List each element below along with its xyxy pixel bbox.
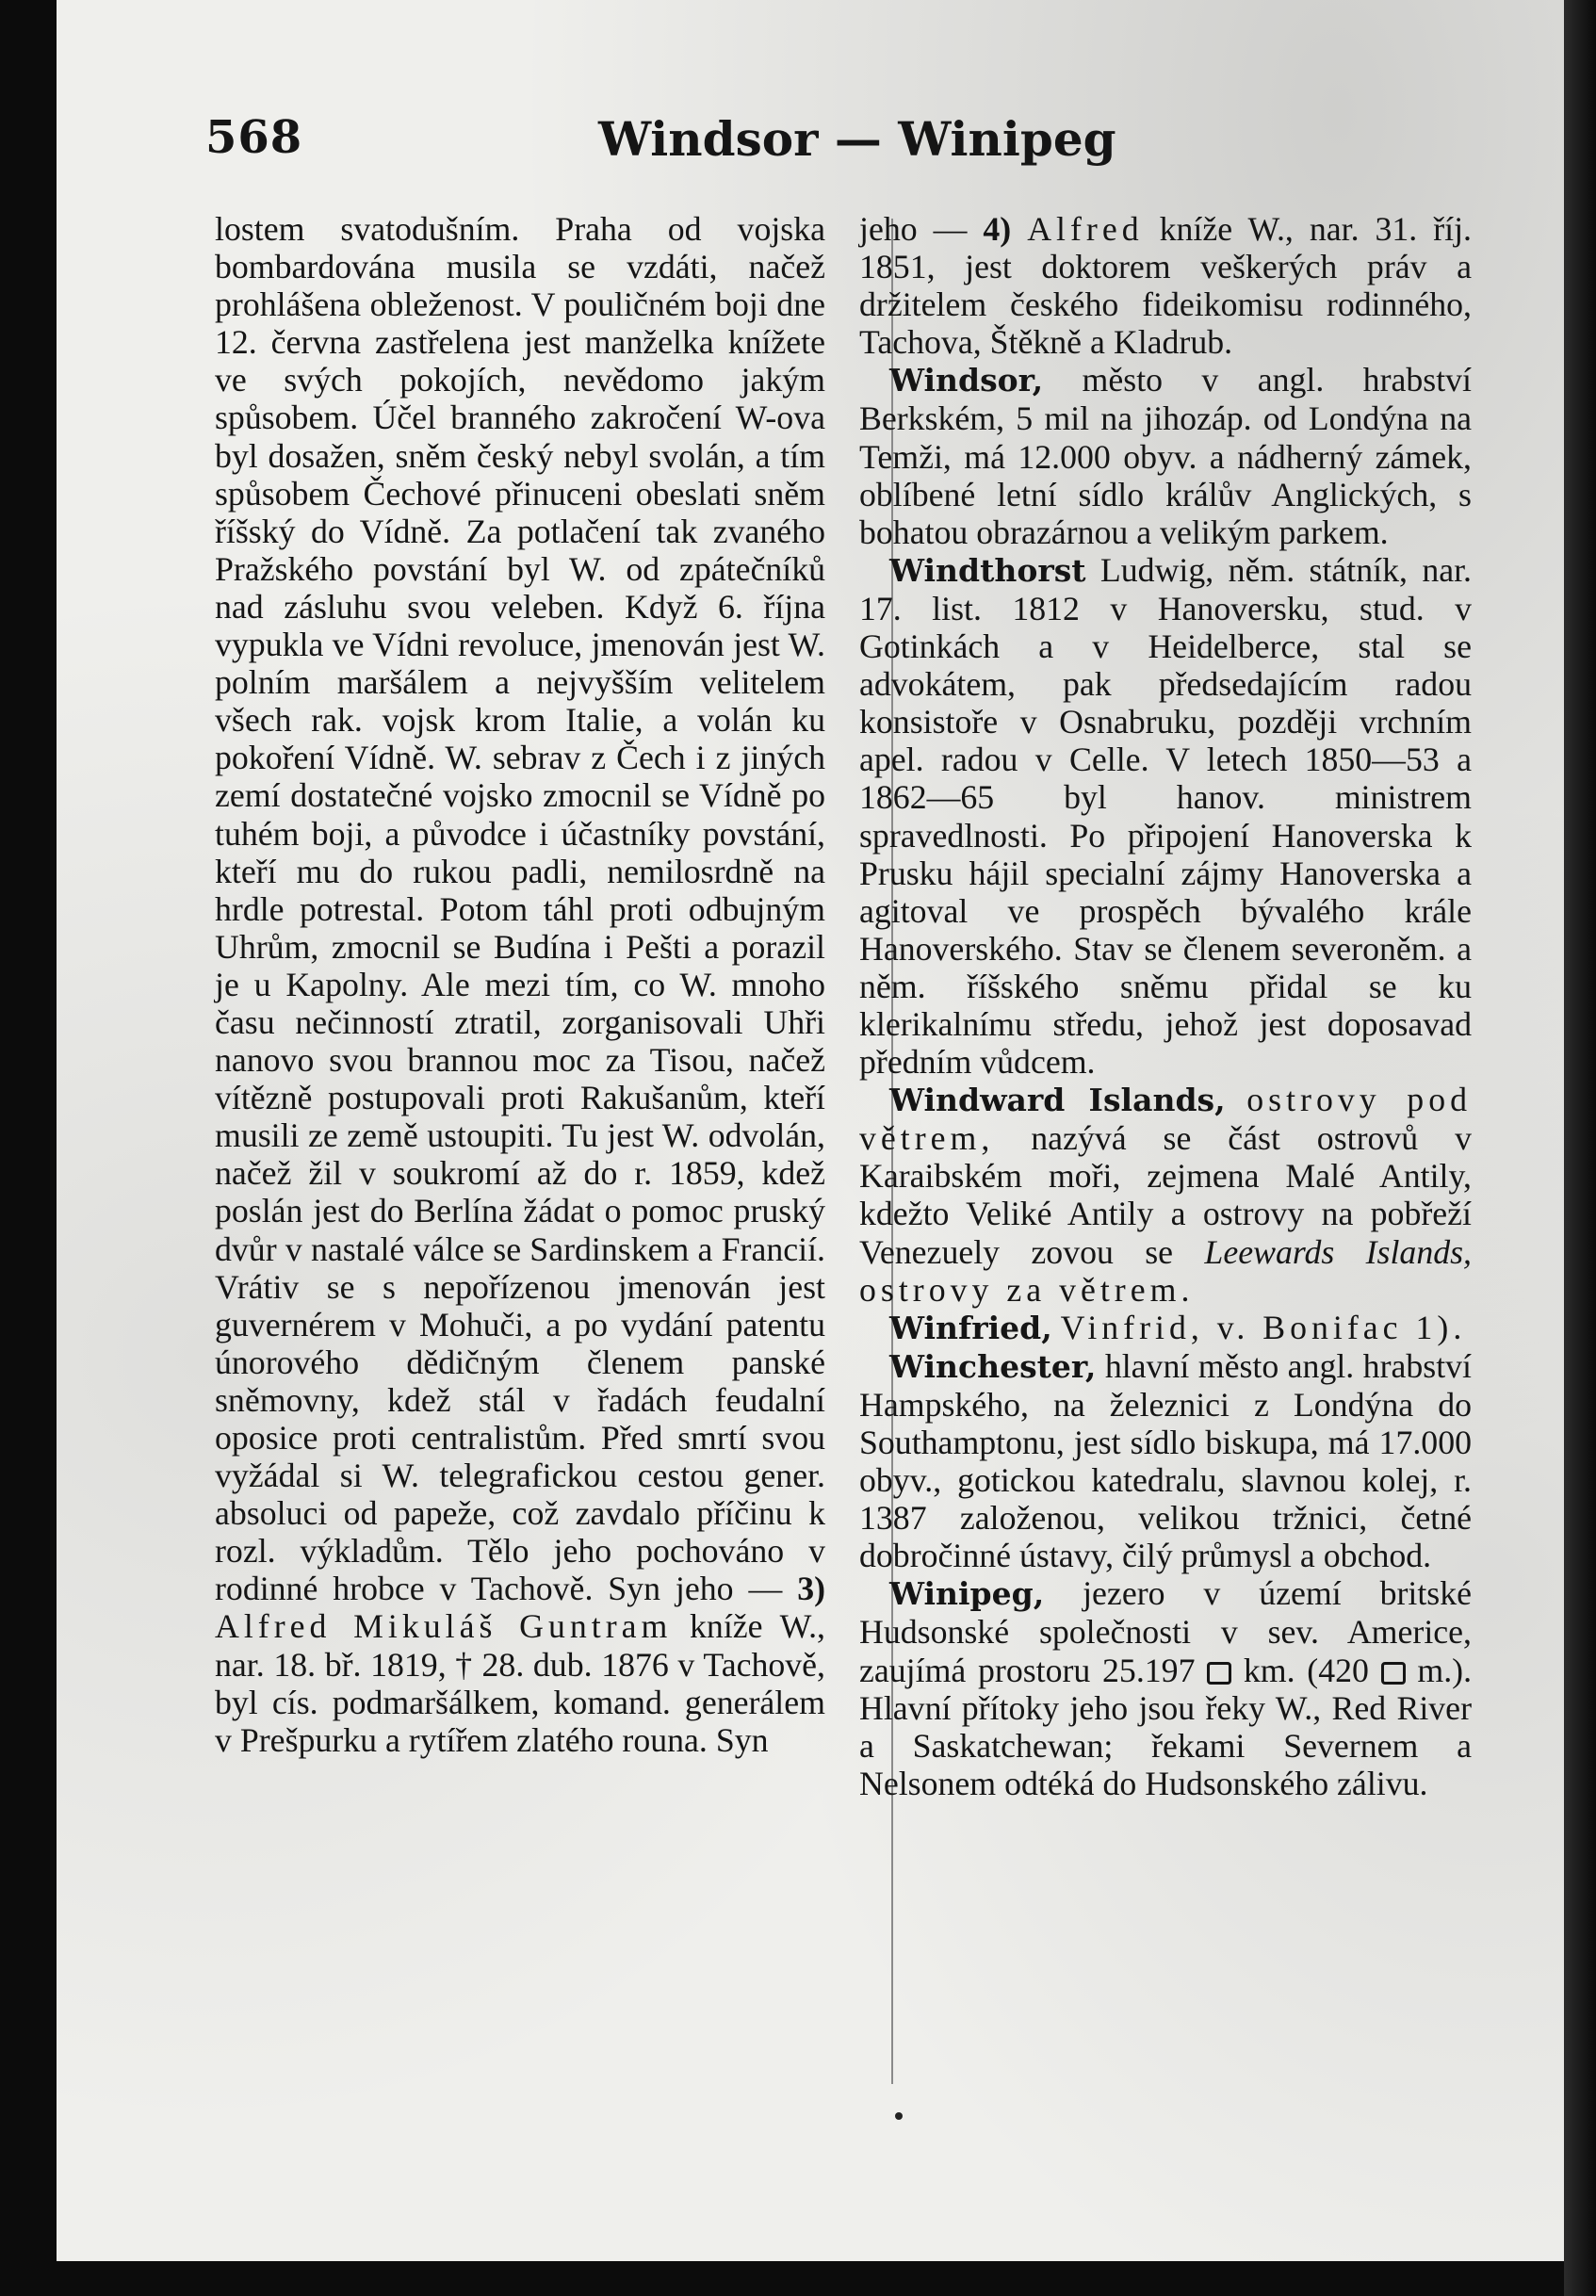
entry-spaced-tail: ostrovy za větrem. [859, 1270, 1195, 1309]
page-number: 568 [205, 111, 303, 164]
entry-windward-islands [859, 1081, 1472, 1309]
entry-text: Ludwig, něm. státník, nar. 17. list. 1812 v Hanoversku, stud. v Gotinkách a v Heidelberce, stal se advokátem, pak předsedajícím radou konsistoře v Osnabruku, později vrchním apel. radou v Celle. V letech 1850—53 a 1862—65 byl hanov. ministrem spravedlnosti. Po připojení Hanoverska k Prusku hájil specialní zájmy Hanoverska a agitoval ve prospěch bývalého krále Hanoverského. Stav se členem severoněm. a něm. říšského sněmu přidal se ku klerikalnímu středu, jehož jest doposavad předním vůdcem. [859, 550, 1472, 1082]
entry-text: hlavní město angl. hrabství Hampského, na železnici z Londýna do Southamptonu, jest sídlo biskupa, má 17.000 obyv., gotickou katedralu, slavnou kolej, r. 1387 založenou, velikou tržnici, četné dobročinné ústavy, čilý průmysl a obchod. [859, 1346, 1472, 1575]
square-unit-icon [1381, 1662, 1406, 1685]
entry-winchester [859, 1347, 1472, 1575]
headword: Winipeg, [889, 1575, 1045, 1613]
entry-italic-text: Leewards Islands, [1204, 1232, 1473, 1271]
entry-text-c: m.). Hlavní přítoky jeho jsou řeky W., Red River a Saskatchewan; řekami Severnem a Nelsonem odtéká do Hudsonského zálivu. [859, 1651, 1473, 1802]
heir3-name: Alfred Mikuláš Guntram [215, 1607, 673, 1646]
running-head: Windsor — Winipeg [598, 111, 1116, 167]
headword: Winchester, [889, 1347, 1097, 1385]
entry-text: nazývá se část ostrovů v Karaibském moři, zejmena Malé Antily, kdežto Veliké Antily a ostrovy na pobřeží Venezuely zovou se [859, 1119, 1472, 1271]
entry-spaced-text: ostrovy pod větrem, [859, 1081, 1472, 1158]
scan-edge [1564, 0, 1596, 2296]
ink-dot [895, 2112, 903, 2120]
heir4-text: kníže W., nar. 31. říj. 1851, jest doktorem veškerých práv a držitelem českého fideikomisu rodinného, Tachova, Štěkně a Kladrub. [859, 210, 1472, 362]
heir3-number: 3) [797, 1570, 826, 1608]
left-column-text: lostem svatodušním. Praha od vojska bombardována musila se vzdáti, načež prohlášena obleženost. V pouličném boji dne 12. června zastřelena jest manželka knížete ve svých pokojích, nevědomo jakým spůsobem. Účel branného zakročení W-ova byl dosažen, sněm český nebyl svolán, a tím spůsobem Čechové přinuceni obeslati sněm říšský do Vídně. Za potlačení tak zvaného Pražského povstání byl W. od zpátečníků nad zásluhu svou veleben. Když 6. října vypukla ve Vídni revoluce, jmenován jest W. polním maršálem a nejvyšším velitelem všech rak. vojsk krom Italie, a volán ku pokoření Vídně. W. sebrav z Čech i z jiných zemí dostatečné vojsko zmocnil se Vídně po tuhém boji, a původce i účastníky povstání, kteří mu do rukou padli, nemilosrdně na hrdle potrestal. Potom táhl proti odbujným Uhrům, zmocnil se Budína i Pešti a porazil je u Kapolny. Ale mezi tím, co W. mnoho času nečinností ztratil, zorganisovali Uhři nanovo svou brannou moc za Tisou, načež vítězně postupovali proti Rakušanům, kteří musili ze země ustoupiti. Tu jest W. odvolán, načež žil v soukromí až do r. 1859, kdež poslán jest do Berlína žádat o pomoc pruský dvůr v nastalé válce se Sardinskem a Francií. Vrátiv se s nepořízenou jmenován jest guvernérem v Mohuči, a po vydání patentu únorového dědičným členem panské sněmovny, kdež stál v řadách feudalní oposice proti centralistům. Před smrtí svou vyžádal si W. telegrafickou cestou gener. absoluci od papeže, což zavdalo příčinu k rozl. výkladům. Tělo jeho pochováno v rodinné hrobce v Tachově. Syn jeho — [215, 210, 825, 1608]
page-header [57, 111, 1564, 177]
left-column [215, 210, 825, 1759]
headword: Winfried, [889, 1309, 1052, 1346]
heir3-text: kníže W., nar. 18. bř. 1819, † 28. dub. 1876 v Tachově, byl cís. podmaršálkem, komand. generálem v Prešpurku a rytířem zlatého rouna. Syn [215, 1607, 825, 1759]
headword: Windthorst [889, 551, 1086, 589]
entry-text-a: jezero v území britské Hudsonské společnosti v sev. Americe, zaujímá prostoru 25.197 [859, 1574, 1472, 1689]
entry-spaced-text: Vinfrid, v. Bonifac 1). [1060, 1308, 1467, 1346]
heir4-prefix: jeho — [859, 210, 968, 248]
headword: Windward Islands, [889, 1082, 1226, 1119]
entry-windthorst [859, 551, 1472, 1081]
entry-text: město v angl. hrabství Berkském, 5 mil na jihozáp. od Londýna na Temži, má 12.000 obyv. a nádherný zámek, oblíbené letní sídlo králův Anglických, s bohatou obrazárnou a velikým parkem. [859, 361, 1472, 551]
heir4-number: 4) [983, 210, 1012, 248]
entry-windsor [859, 361, 1472, 550]
book-page [57, 0, 1564, 2261]
entry-text-b: km. (420 [1243, 1651, 1369, 1689]
heir4-name: Alfred [1027, 210, 1144, 248]
square-unit-icon [1207, 1662, 1231, 1685]
right-column [859, 210, 1472, 1802]
wenzel-continuation-paragraph [215, 210, 825, 1759]
entry-winfried [859, 1309, 1472, 1347]
heir4-paragraph [859, 210, 1472, 361]
entry-winipeg [859, 1574, 1472, 1802]
headword: Windsor, [889, 362, 1044, 399]
